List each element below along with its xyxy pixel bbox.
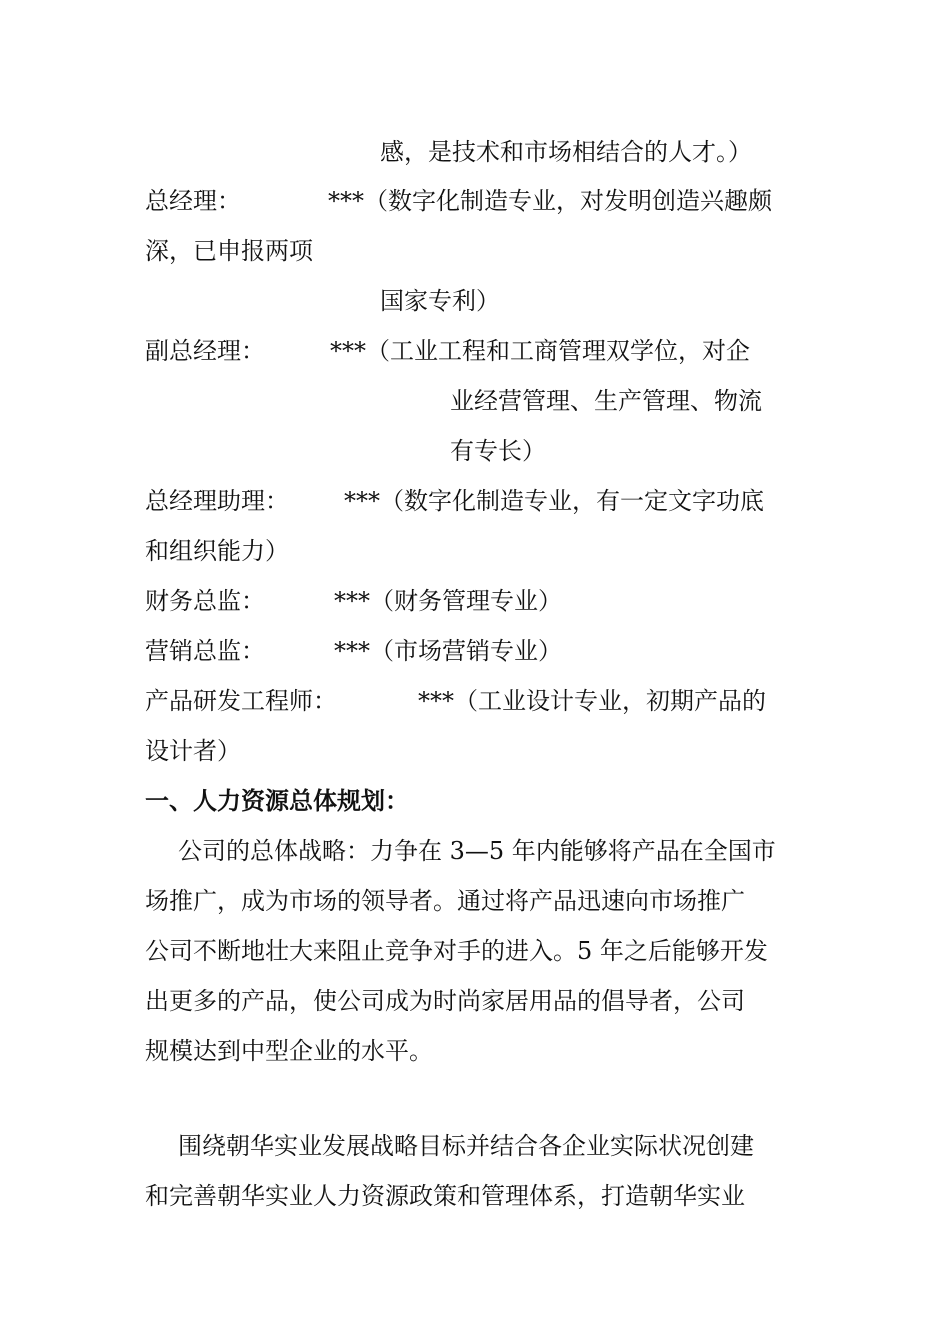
gm-description-cont-2: 国家专利） [380,287,500,315]
cmo-label: 营销总监： [145,637,265,665]
paragraph-2-line-1: 围绕朝华实业发展战略目标并结合各企业实际状况创建 [178,1132,754,1160]
paragraph-1-line-1: 公司的总体战略：力争在 3—5 年内能够将产品在全国市 [178,837,776,865]
rd-label: 产品研发工程师： [145,687,337,715]
dgm-label: 副总经理： [145,337,265,365]
cfo-description: ***（财务管理专业） [334,587,562,615]
gm-label: 总经理： [145,187,241,215]
agm-description: ***（数字化制造专业，有一定文字功底 [344,487,764,515]
cfo-label: 财务总监： [145,587,265,615]
gm-description: ***（数字化制造专业，对发明创造兴趣颇 [328,187,772,215]
cmo-description: ***（市场营销专业） [334,637,562,665]
dgm-description: ***（工业工程和工商管理双学位，对企 [330,337,750,365]
paragraph-1-line-2: 场推广，成为市场的领导者。通过将产品迅速向市场推广 [145,887,745,915]
dgm-description-cont-2: 有专长） [450,437,546,465]
paragraph-1-line-3: 公司不断地壮大来阻止竞争对手的进入。5 年之后能够开发 [145,937,768,965]
gm-description-cont-1: 深，已申报两项 [145,237,313,265]
agm-label: 总经理助理： [145,487,289,515]
agm-description-cont: 和组织能力） [145,537,289,565]
paragraph-1-line-5: 规模达到中型企业的水平。 [145,1037,433,1065]
section-heading: 一、人力资源总体规划： [145,787,409,815]
dgm-description-cont-1: 业经营管理、生产管理、物流 [450,387,762,415]
rd-description-cont: 设计者） [145,737,241,765]
text-line-intro-end: 感，是技术和市场相结合的人才。） [380,138,752,166]
rd-description: ***（工业设计专业，初期产品的 [418,687,766,715]
paragraph-2-line-2: 和完善朝华实业人力资源政策和管理体系，打造朝华实业 [145,1182,745,1210]
paragraph-1-line-4: 出更多的产品，使公司成为时尚家居用品的倡导者，公司 [145,987,745,1015]
